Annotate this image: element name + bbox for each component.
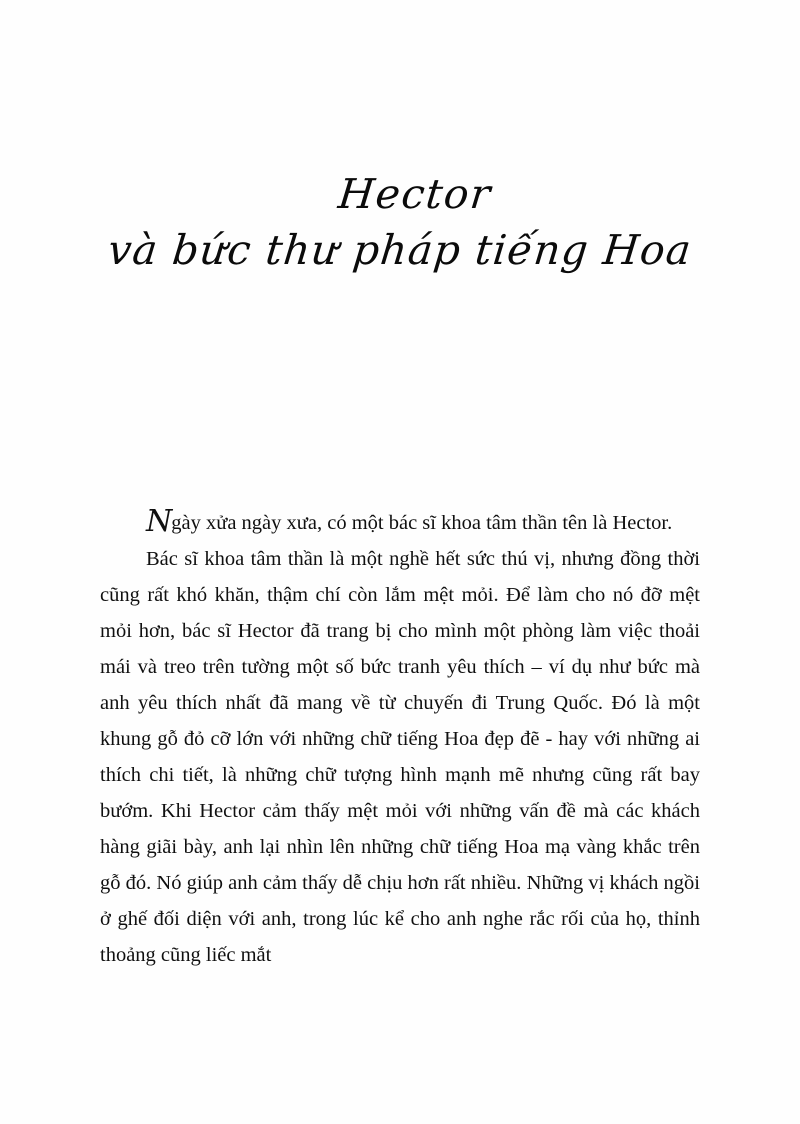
paragraph-2: Bác sĩ khoa tâm thần là một nghề hết sức thú vị, nhưng đồng thời cũng rất khó khăn, thậm chí còn lắm mệt mỏi. Để làm cho nó đỡ mệt mỏi hơn, bác sĩ Hector đã trang bị cho mình một phòng làm việc thoải mái và treo trên tường một số bức tranh yêu thích – ví dụ như bức mà anh yêu thích nhất đã mang về từ chuyến đi Trung Quốc. Đó là một khung gỗ đỏ cỡ lớn với những chữ tiếng Hoa đẹp đẽ - hay với những ai thích chi tiết, là những chữ tượng hình mạnh mẽ nhưng cũng rất bay bướm. Khi Hector cảm thấy mệt mỏi với những vấn đề mà các khách hàng giãi bày, anh lại nhìn lên những chữ tiếng Hoa mạ vàng khắc trên gỗ đó. Nó giúp anh cảm thấy dễ chịu hơn rất nhiều. Những vị khách ngồi ở ghế đối diện với anh, trong lúc kể cho anh nghe rắc rối của họ, thỉnh thoảng cũng liếc mắt — [100, 548, 700, 966]
body-text — [100, 505, 700, 973]
paragraph-1 — [100, 505, 700, 541]
chapter-title-line-1: Hector — [336, 170, 494, 218]
dropcap-letter: N — [146, 504, 172, 539]
paragraph-1-text: gày xửa ngày xưa, có một bác sĩ khoa tâm thần tên là Hector. — [171, 512, 673, 534]
paragraph-1-dropcap-word — [146, 504, 673, 539]
chapter-title — [0, 170, 800, 275]
chapter-title-line-2: và bức thư pháp tiếng Hoa — [105, 226, 695, 275]
